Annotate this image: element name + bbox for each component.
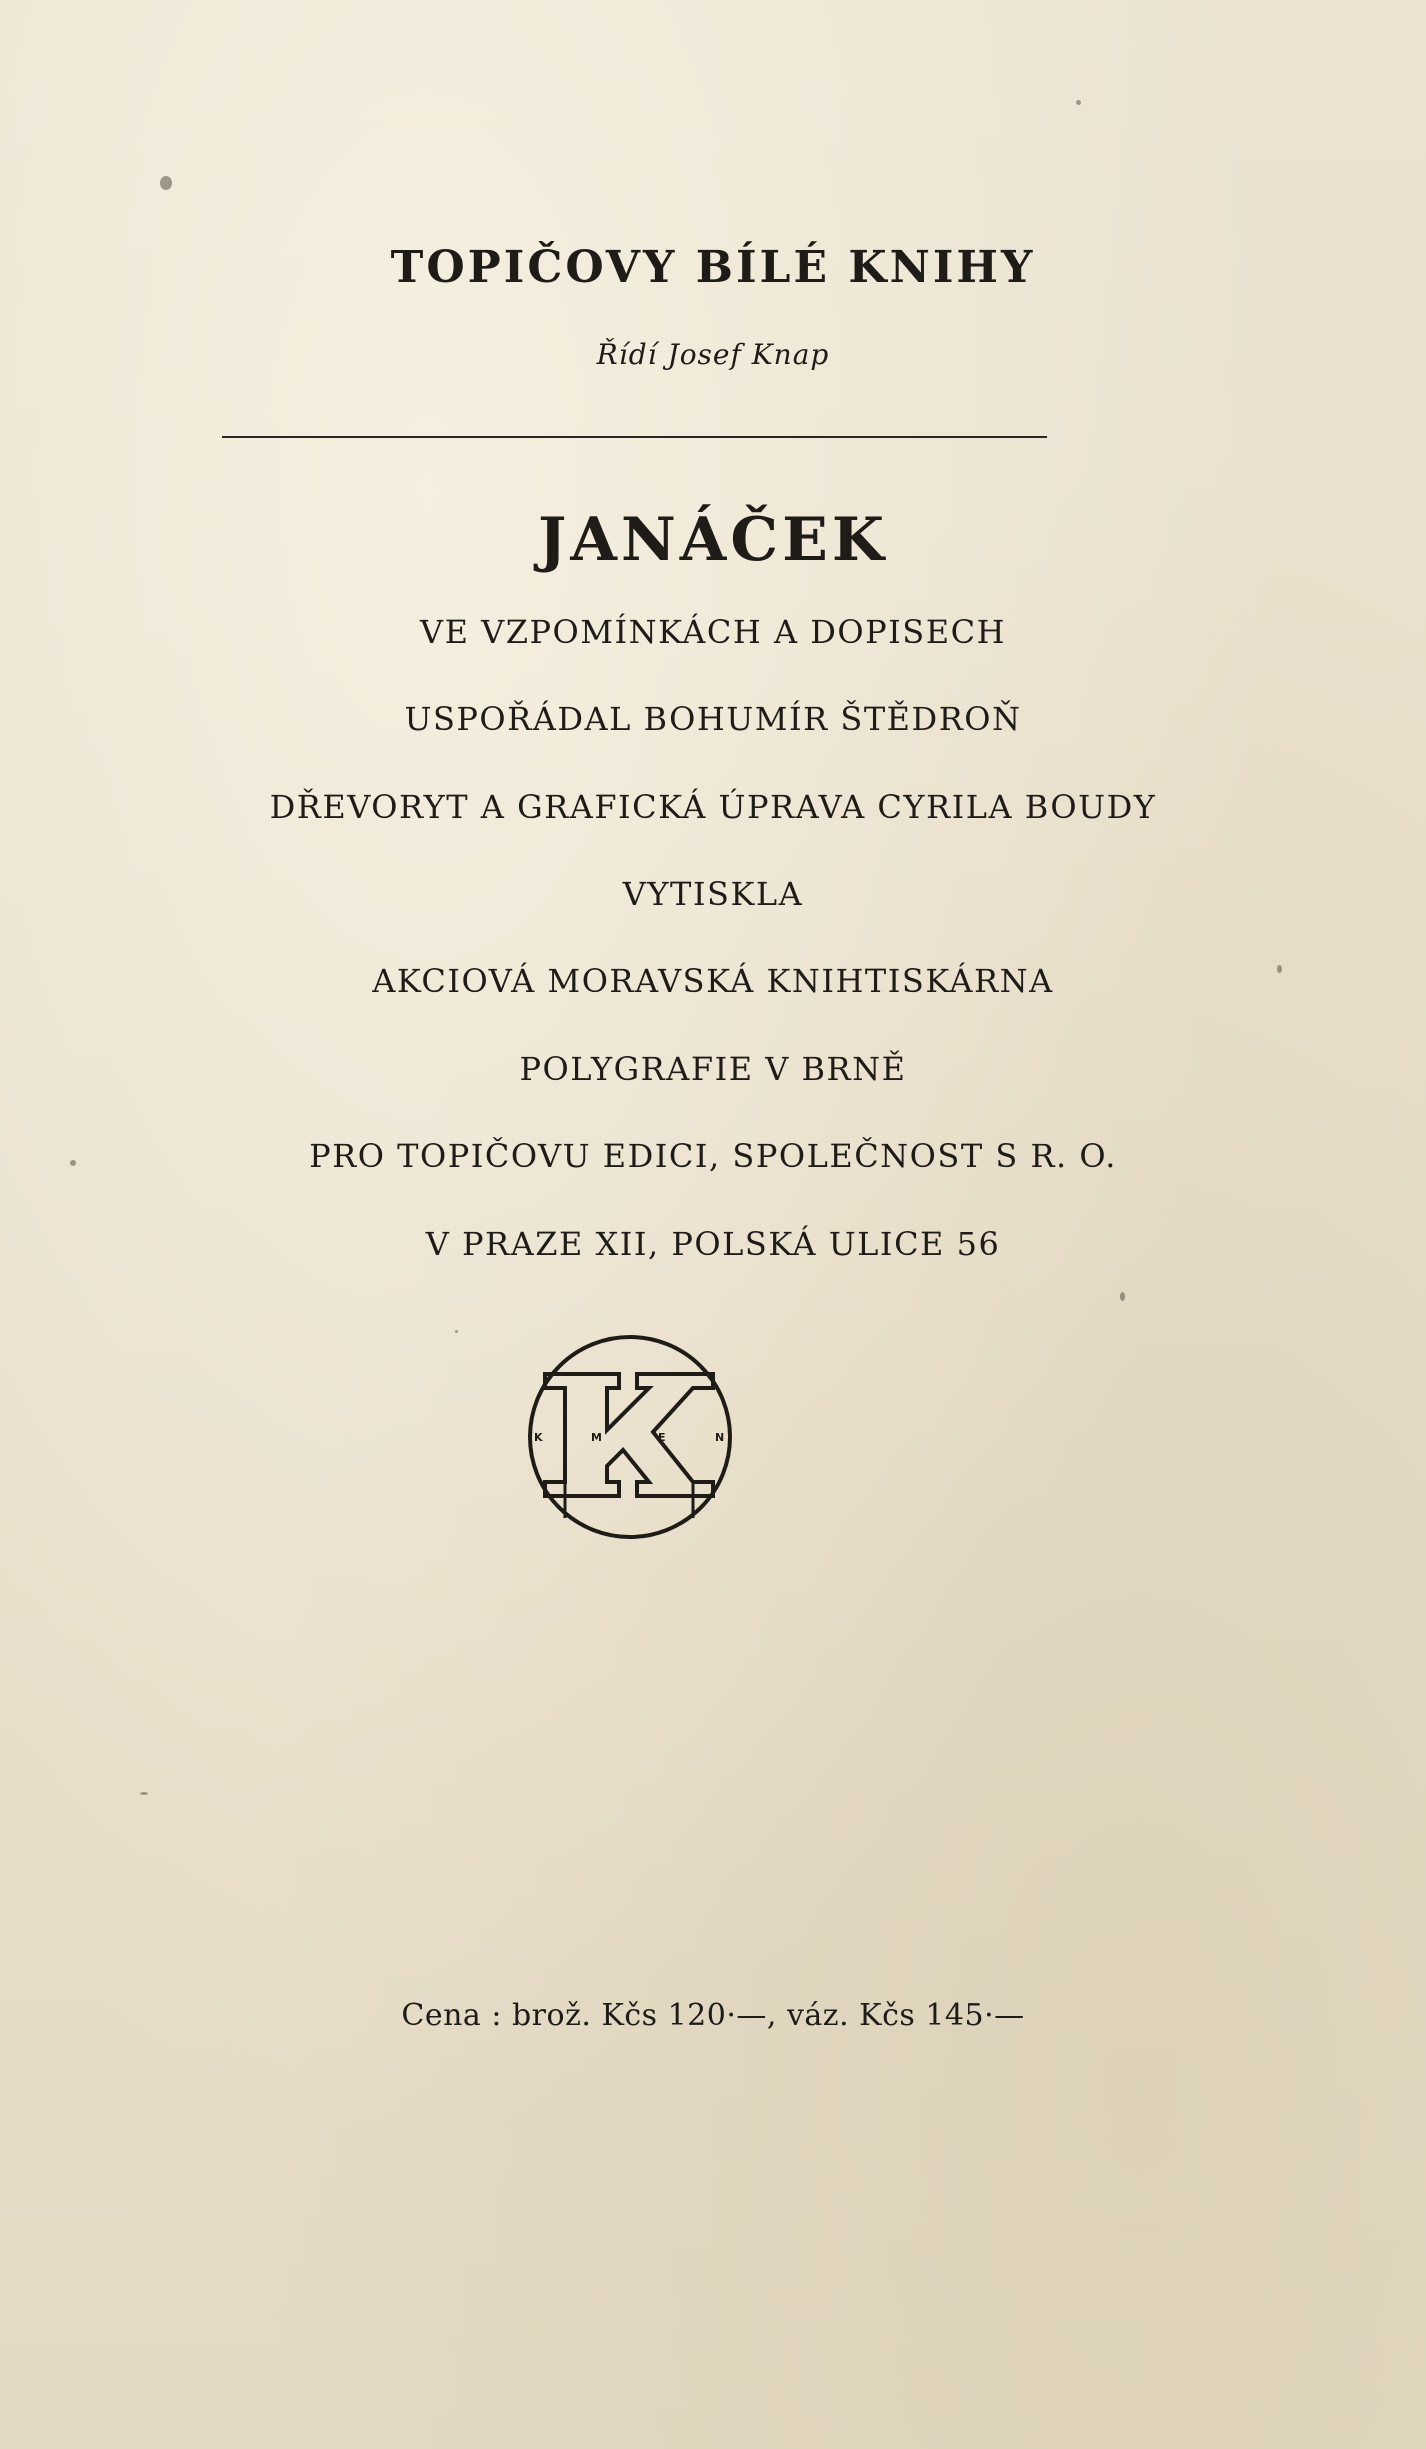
series-title: TOPIČOVY BÍLÉ KNIHY: [390, 242, 1036, 293]
publisher-address-line: V PRAZE XII, POLSKÁ ULICE 56: [425, 1225, 1001, 1263]
publisher-mark-letter: E: [658, 1431, 666, 1444]
woodcut-credit-line: DŘEVORYT A GRAFICKÁ ÚPRAVA CYRILA BOUDY: [269, 788, 1157, 826]
printer-name-line: AKCIOVÁ MORAVSKÁ KNIHTISKÁRNA: [372, 962, 1054, 1000]
publisher-mark-icon: [525, 1332, 735, 1542]
printed-by-line: VYTISKLA: [622, 875, 804, 913]
price-line: Cena : brož. Kčs 120·—, váz. Kčs 145·—: [401, 1998, 1025, 2033]
paper-speck: [140, 1792, 148, 1795]
book-title: JANÁČEK: [538, 505, 888, 575]
editor-credit-line: USPOŘÁDAL BOHUMÍR ŠTĚDROŇ: [404, 700, 1022, 738]
subtitle-line: VE VZPOMÍNKÁCH A DOPISECH: [420, 613, 1006, 651]
publisher-mark-letter: N: [715, 1431, 725, 1444]
printer-location-line: POLYGRAFIE V BRNĚ: [519, 1050, 907, 1088]
series-editor: Řídí Josef Knap: [596, 338, 830, 371]
paper-speck: [160, 176, 172, 190]
publisher-mark-letter: K: [534, 1431, 543, 1444]
publisher-line: PRO TOPIČOVU EDICI, SPOLEČNOST S R. O.: [309, 1137, 1117, 1175]
paper-speck: [1076, 100, 1081, 105]
paper-speck: [455, 1330, 458, 1333]
publisher-mark-letter: M: [591, 1431, 602, 1444]
divider-rule: [222, 436, 1047, 438]
paper-speck: [1120, 1292, 1125, 1301]
